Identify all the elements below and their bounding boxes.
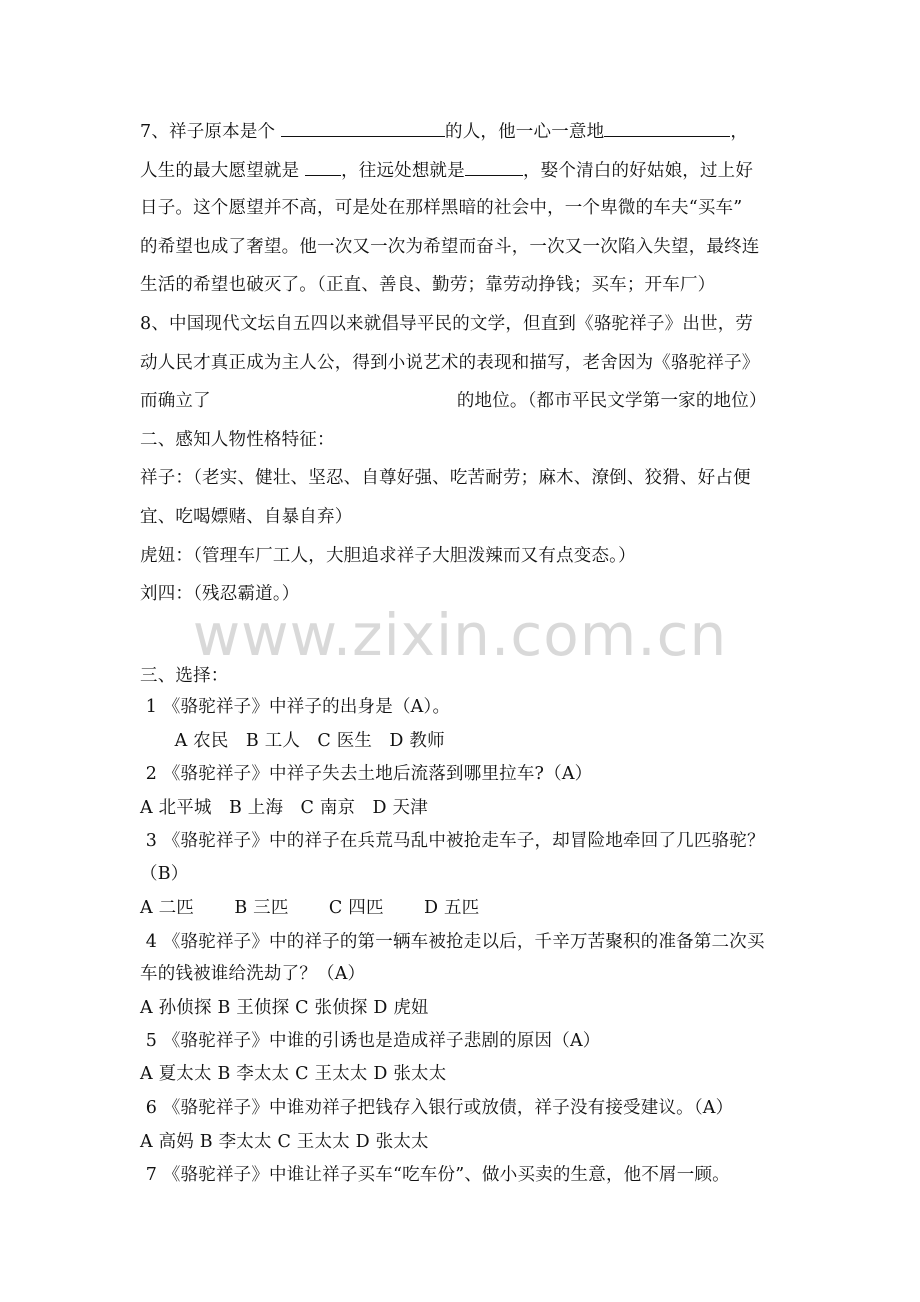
q8-text-d: 的地位。（都市平民文学第一家的地位） bbox=[456, 391, 767, 411]
answer-blank-4 bbox=[465, 159, 523, 176]
choice-line: A 二匹 B 三匹 C 四匹 D 五匹 bbox=[140, 898, 480, 918]
xiangzi-traits-line-1: 祥子：（老实、健壮、坚忍、自尊好强、吃苦耐劳；麻木、潦倒、狡猾、好占便 bbox=[140, 468, 751, 488]
q7-text-e: ，往远处想就是 bbox=[341, 161, 465, 181]
choice-line: （B） bbox=[140, 864, 189, 884]
q7-line-1 bbox=[140, 120, 800, 143]
choice-line: A 北平城 B 上海 C 南京 D 天津 bbox=[140, 798, 428, 818]
choice-line: 1 《骆驼祥子》中祥子的出身是（A）。 bbox=[140, 697, 451, 717]
answer-blank-2 bbox=[604, 120, 730, 137]
choice-line: 7 《骆驼祥子》中谁让祥子买车“吃车份”、做小买卖的生意，他不屑一顾。 bbox=[140, 1165, 730, 1185]
q8-line-3 bbox=[140, 390, 800, 412]
q8-line-1: 8、中国现代文坛自五四以来就倡导平民的文学，但直到《骆驼祥子》出世，劳 bbox=[140, 314, 754, 334]
choice-line: 5 《骆驼祥子》中谁的引诱也是造成祥子悲剧的原因（A） bbox=[140, 1031, 601, 1051]
choice-line: A 农民 B 工人 C 医生 D 教师 bbox=[140, 731, 445, 751]
choice-line: A 夏太太 B 李太太 C 王太太 D 张太太 bbox=[140, 1064, 447, 1084]
q7-line-5: 生活的希望也破灭了。（正直、善良、勤劳；靠劳动挣钱；买车；开车厂） bbox=[140, 275, 716, 295]
choice-line: 6 《骆驼祥子》中谁劝祥子把钱存入银行或放债，祥子没有接受建议。（A） bbox=[140, 1098, 734, 1118]
choice-line: 3 《骆驼祥子》中的祥子在兵荒马乱中被抢走车子，却冒险地牵回了几匹骆驼？ bbox=[140, 831, 765, 851]
xiangzi-traits-line-2: 宜、吃喝嫖赌、自暴自弃） bbox=[140, 507, 353, 527]
q8-text-c: 而确立了 bbox=[140, 391, 211, 411]
choice-line: 2 《骆驼祥子》中祥子失去土地后流落到哪里拉车?（A） bbox=[140, 764, 593, 784]
choice-line: A 孙侦探 B 王侦探 C 张侦探 D 虎妞 bbox=[140, 998, 429, 1018]
q7-text-a: 7、祥子原本是个 bbox=[140, 122, 281, 142]
choice-line: 4 《骆驼祥子》中的祥子的第一辆车被抢走以后，千辛万苦聚积的准备第二次买 bbox=[140, 932, 765, 952]
choice-line: A 高妈 B 李太太 C 王太太 D 张太太 bbox=[140, 1132, 429, 1152]
answer-blank-3 bbox=[305, 159, 341, 176]
liusi-traits: 刘四：（残忍霸道。） bbox=[140, 584, 300, 604]
q7-text-f: ，娶个清白的好姑娘，过上好 bbox=[522, 161, 754, 181]
q7-text-c: ， bbox=[730, 122, 749, 142]
q8-line-2: 动人民才真正成为主人公，得到小说艺术的表现和描写，老舍因为《骆驼祥子》 bbox=[140, 353, 760, 373]
huniu-traits: 虎妞：（管理车厂工人，大胆追求祥子大胆泼辣而又有点变态。） bbox=[140, 546, 636, 566]
q7-line-4: 的希望也成了奢望。他一次又一次为希望而奋斗，一次又一次陷入失望，最终连 bbox=[140, 237, 760, 257]
choice-line: 车的钱被谁给洗劫了？（A） bbox=[140, 964, 366, 984]
section-2-heading: 二、感知人物性格特征： bbox=[140, 430, 335, 450]
watermark: www.zixin.com.cn bbox=[192, 601, 728, 669]
section-3-heading: 三、选择： bbox=[140, 666, 229, 686]
q7-text-b: 的人，他一心一意地 bbox=[445, 122, 605, 142]
q7-text-d: 人生的最大愿望就是 bbox=[140, 161, 306, 181]
answer-blank-1 bbox=[281, 120, 445, 137]
q7-line-3: 日子。这个愿望并不高，可是处在那样黑暗的社会中，一个卑微的车夫“买车” bbox=[140, 198, 743, 218]
q7-line-2 bbox=[140, 159, 800, 182]
